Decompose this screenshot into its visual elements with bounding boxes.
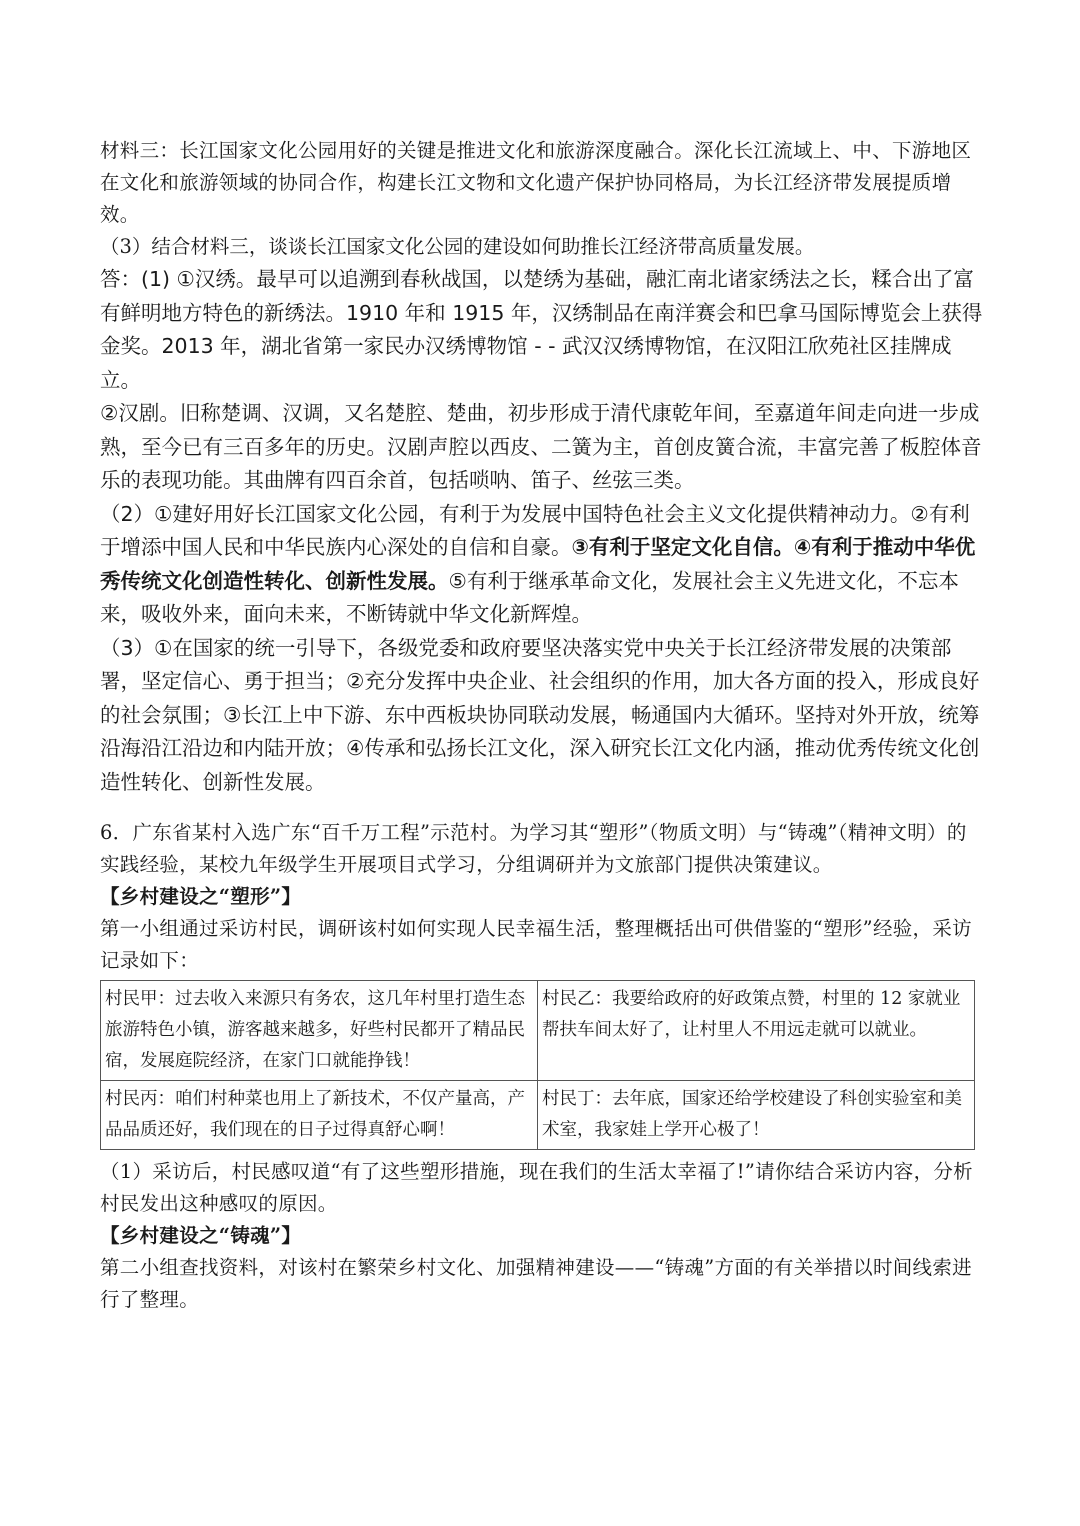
interview-cell-villager-b: 村民乙：我要给政府的好政策点赞，村里的 12 家就业帮扶车间太好了，让村里人不用远走就可以就业。 [538,981,975,1081]
answer-2-paragraph [100,498,985,632]
interview-cell-villager-a: 村民甲：过去收入来源只有务农，这几年村里打造生态旅游特色小镇，游客越来越多，好些村民都开了精品民宿，发展庭院经济，在家门口就能挣钱！ [101,981,538,1081]
answer-2-end: ⑤有利于继承革命文化，发展社会主义先进文化，不忘本来，吸收外来，面向未来，不断铸就中华文化新辉煌。 [100,568,959,626]
answer-3-paragraph: （3）①在国家的统一引导下，各级党委和政府要坚决落实党中央关于长江经济带发展的决策部署，坚定信心、勇于担当；②充分发挥中央企业、社会组织的作用，加大各方面的投入，形成良好的社会氛围；③长江上中下游、东中西板块协同联动发展，畅通国内大循环。坚持对外开放，统筹沿海沿江沿边和内陆开放；④传承和弘扬长江文化，深入研究长江文化内涵，推动优秀传统文化创造性转化、创新性发展。 [100,635,980,794]
question-three: （3）结合材料三，谈谈长江国家文化公园的建设如何助推长江经济带高质量发展。 [100,235,815,258]
section-shaping-text: 第一小组通过采访村民，调研该村如何实现人民幸福生活，整理概括出可供借鉴的“塑形”经验，采访记录如下： [100,917,972,972]
answer-2-start: （2）①建好用好长江国家文化公园，有利于为发展中国特色社会主义文化提供精神动力。②有利于增添中国人民和中华民族内心深处的自信和自豪。 [100,501,970,559]
question-six-part-1: （1）采访后，村民感叹道“有了这些塑形措施，现在我们的生活太幸福了!”请你结合采访内容，分析村民发出这种感叹的原因。 [100,1160,973,1215]
section-soul-title: 【乡村建设之“铸魂”】 [100,1224,302,1247]
interview-cell-villager-d: 村民丁：去年底，国家还给学校建设了科创实验室和美术室，我家娃上学开心极了！ [538,1081,975,1150]
interview-cell-villager-c: 村民丙：咱们村种菜也用上了新技术，不仅产量高，产品品质还好，我们现在的日子过得真舒心啊！ [101,1081,538,1150]
question-six-continued [100,1156,985,1316]
material-three-text: 材料三：长江国家文化公园用好的关键是推进文化和旅游深度融合。深化长江流域上、中、下游地区在文化和旅游领域的协同合作，构建长江文物和文化遗产保护协同格局，为长江经济带发展提质增效。 [100,139,972,226]
answer-1-paragraph-2: ②汉剧。旧称楚调、汉调，又名楚腔、楚曲，初步形成于清代康乾年间，至嘉道年间走向进一步成熟，至今已有三百多年的历史。汉剧声腔以西皮、二簧为主，首创皮簧合流，丰富完善了板腔体音乐的表现功能。其曲牌有四百余首，包括唢呐、笛子、丝弦三类。 [100,401,982,492]
interview-table [100,980,975,1150]
answer-2-bold: ③有利于坚定文化自信。④有利于推动中华优秀传统文化创造性转化、创新性发展。 [100,535,976,593]
section-shaping-title: 【乡村建设之“塑形”】 [100,885,302,908]
table-row [101,981,975,1081]
question-six-intro: 6．广东省某村入选广东“百千万工程”示范村。为学习其“塑形”（物质文明）与“铸魂”（精神文明）的实践经验，某校九年级学生开展项目式学习，分组调研并为文旅部门提供决策建议。 [100,821,967,876]
answer-block [100,263,985,799]
question-six-block [100,817,985,977]
table-row [101,1081,975,1150]
answer-1-paragraph-1: 答：(1) ①汉绣。最早可以追溯到春秋战国，以楚绣为基础，融汇南北诸家绣法之长，糅合出了富有鲜明地方特色的新绣法。1910 年和 1915 年，汉绣制品在南洋赛会和巴拿马国际博览会上获得金奖。2013 年，湖北省第一家民办汉绣博物馆 - - 武汉汉绣博物馆，在汉阳江欣苑社区挂牌成立。 [100,267,983,392]
section-soul-text: 第二小组查找资料，对该村在繁荣乡村文化、加强精神建设——“铸魂”方面的有关举措以时间线索进行了整理。 [100,1256,972,1311]
